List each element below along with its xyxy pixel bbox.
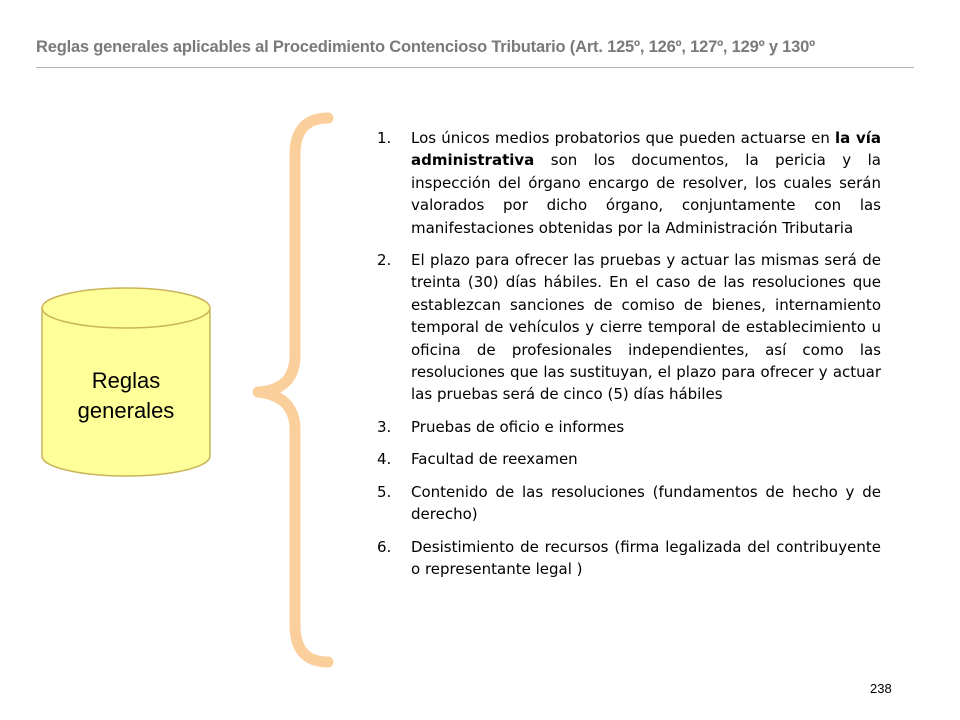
rule-number: 6. bbox=[377, 537, 392, 556]
rule-text-part: Desistimiento de recursos (firma legalizada del contribuyente o representante legal ) bbox=[411, 537, 881, 578]
rule-text-part: Los únicos medios probatorios que pueden actuarse en bbox=[411, 129, 836, 147]
rule-item bbox=[377, 416, 881, 438]
rule-text-part: Facultad de reexamen bbox=[411, 450, 578, 469]
rule-item bbox=[377, 249, 881, 406]
rule-item bbox=[377, 481, 881, 526]
rule-text bbox=[411, 450, 578, 468]
cylinder-label-line2: generales bbox=[77, 398, 175, 423]
rule-text-emphasis: la vía administrativa bbox=[411, 129, 881, 170]
rule-text bbox=[411, 538, 881, 578]
rule-item bbox=[377, 536, 881, 581]
rule-text bbox=[411, 129, 881, 237]
rule-text bbox=[411, 418, 624, 436]
rule-number: 5. bbox=[377, 482, 392, 501]
page-number: 238 bbox=[870, 681, 892, 696]
rule-item bbox=[377, 127, 881, 239]
rule-number: 3. bbox=[377, 417, 392, 436]
rule-text-part: Contenido de las resoluciones (fundamentos de hecho y de derecho) bbox=[411, 482, 881, 524]
rule-text bbox=[411, 251, 881, 403]
curly-brace bbox=[240, 100, 340, 675]
cylinder-label-line1: Reglas bbox=[91, 368, 161, 393]
rule-number: 2. bbox=[377, 251, 392, 270]
cylinder-label bbox=[36, 366, 216, 426]
rule-item bbox=[377, 448, 881, 470]
slide-title: Reglas generales aplicables al Procedimiento Contencioso Tributario (Art. 125º, 126º, 127º, 129º y 130º bbox=[36, 38, 815, 56]
cylinder-top bbox=[42, 288, 210, 328]
rule-number: 4. bbox=[377, 450, 392, 469]
rule-text-part: son los documentos, la pericia y la inspección del órgano encargo de resolver, los cuales serán valorados por dicho órgano, conjuntamente con las manifestaciones obtenidas por la Administración Tributaria bbox=[411, 151, 881, 237]
rule-text bbox=[411, 483, 881, 523]
title-divider bbox=[36, 67, 914, 68]
rule-text-part: El plazo para ofrecer las pruebas y actuar las mismas será de treinta (30) días hábiles. En el caso de las resoluciones que establezcan sanciones de comiso de bienes, internamiento temporal de vehículos y cierre temporal de establecimiento u oficina de profesionales independientes, así como las resoluciones que las sustituyan, el plazo para ofrecer y actuar las pruebas será de cinco (5) días hábiles bbox=[411, 251, 881, 404]
rule-number: 1. bbox=[377, 129, 392, 147]
rules-list bbox=[377, 127, 881, 590]
brace-stroke bbox=[258, 118, 328, 662]
rule-text-part: Pruebas de oficio e informes bbox=[411, 417, 625, 436]
